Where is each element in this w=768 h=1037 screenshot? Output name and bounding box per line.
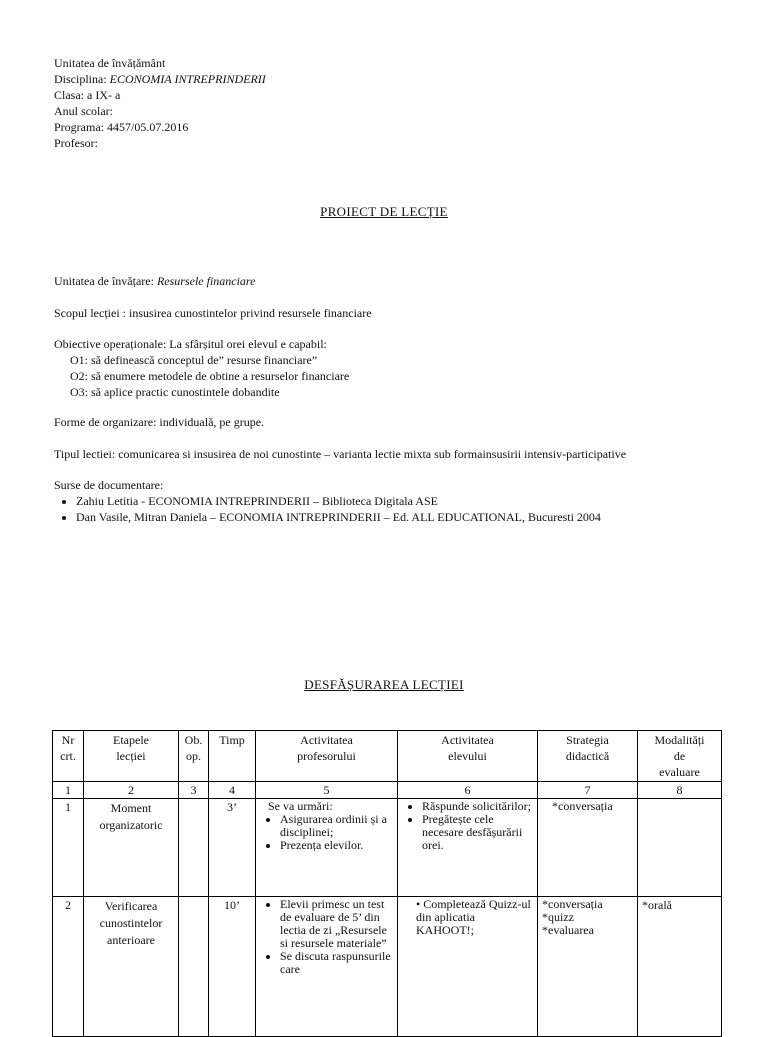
row-evaluare: *orală	[638, 897, 722, 1037]
col-number: 3	[179, 782, 209, 799]
objective-o3: O3: să aplice practic cunostintele dobandite	[70, 385, 280, 399]
clasa-line: Clasa: a IX- a	[54, 88, 121, 102]
row-activitate-profesor: Se va urmări: • Asigurarea ordinii și a disciplinei; • Prezența elevilor.	[256, 799, 398, 897]
row-nr: 1	[53, 799, 84, 897]
header-activitatea-profesorului: Activitatea profesorului	[256, 731, 398, 782]
header-nr: Nr crt.	[53, 731, 84, 782]
col-number: 8	[638, 782, 722, 799]
col-number: 6	[398, 782, 538, 799]
section-title: DESFĂȘURAREA LECȚIEI	[304, 677, 464, 692]
objective-o1: O1: să definească conceptul de” resurse financiare”	[70, 353, 318, 367]
source-item: • Zahiu Letitia - ECONOMIA INTREPRINDERII – Biblioteca Digitala ASE	[76, 493, 601, 509]
prof-item: • Se discuta raspunsurile care	[280, 950, 393, 976]
row-activitate-elev	[398, 897, 538, 1037]
prof-item: • Asigurarea ordinii și a disciplinei;	[280, 813, 393, 839]
row-strategia: *conversația	[538, 799, 638, 897]
header-evaluare: Modalități de evaluare	[638, 731, 722, 782]
obiective-block	[54, 336, 349, 400]
header-block	[54, 55, 266, 151]
row-evaluare	[638, 799, 722, 897]
row-activitate-profesor	[256, 897, 398, 1037]
col-number: 5	[256, 782, 398, 799]
lesson-table	[52, 730, 722, 1037]
scopul-lectiei: Scopul lecției : insusirea cunostintelor privind resursele financiare	[54, 306, 372, 320]
header-etapele: Etapele lecției	[84, 731, 179, 782]
col-number: 7	[538, 782, 638, 799]
table-header-row	[53, 731, 722, 782]
forme-organizare: Forme de organizare: individuală, pe grupe.	[54, 415, 265, 429]
row-strategia: *conversația *quizz *evaluarea	[538, 897, 638, 1037]
objective-o2: O2: să enumere metodele de obtine a resurselor financiare	[70, 369, 350, 383]
elev-item: • Răspunde solicitărilor;	[422, 800, 533, 813]
obiective-intro: Obiective operaționale: La sfârșitul orei elevul e capabil:	[54, 337, 327, 351]
disciplina-line: Disciplina: ECONOMIA INTREPRINDERII	[54, 72, 266, 86]
tipul-lectiei: Tipul lectiei: comunicarea si insusirea de noi cunostinte – varianta lectie mixta sub formainsusirii intensiv-participative	[54, 447, 627, 461]
row-ob	[179, 799, 209, 897]
surse-block	[54, 477, 601, 525]
profesor-line: Profesor:	[54, 136, 98, 150]
table-number-row	[53, 782, 722, 799]
programa-line: Programa: 4457/05.07.2016	[54, 120, 189, 134]
row-timp: 3’	[209, 799, 256, 897]
prof-item: • Prezența elevilor.	[280, 839, 393, 852]
header-timp: Timp	[209, 731, 256, 782]
col-number: 1	[53, 782, 84, 799]
table-row	[53, 799, 722, 897]
surse-label: Surse de documentare:	[54, 478, 164, 492]
unitate-invatamant: Unitatea de învățământ	[54, 56, 166, 70]
row-timp: 10’	[209, 897, 256, 1037]
row-etapa: Moment organizatoric	[84, 799, 179, 897]
col-number: 4	[209, 782, 256, 799]
col-number: 2	[84, 782, 179, 799]
header-activitatea-elevului: Activitatea elevului	[398, 731, 538, 782]
unitate-invatare: Unitatea de învățare: Resursele financiare	[54, 274, 256, 288]
row-ob	[179, 897, 209, 1037]
table-row	[53, 897, 722, 1037]
prof-item: • Elevii primesc un test de evaluare de 5’ din lectia de zi „Resursele si resursele materiale”	[280, 898, 393, 950]
row-nr: 2	[53, 897, 84, 1037]
row-etapa: Verificarea cunostintelor anterioare	[84, 897, 179, 1037]
header-ob: Ob. op.	[179, 731, 209, 782]
header-strategia: Strategia didactică	[538, 731, 638, 782]
elev-item: • Pregătește cele necesare desfășurării orei.	[422, 813, 533, 852]
elev-item: • Completează Quizz-ul din aplicatia KAHOOT!;	[416, 897, 531, 937]
anul-scolar-line: Anul scolar:	[54, 104, 113, 118]
page-title: PROIECT DE LECȚIE	[320, 204, 448, 219]
source-item: • Dan Vasile, Mitran Daniela – ECONOMIA INTREPRINDERII – Ed. ALL EDUCATIONAL, Bucuresti 2004	[76, 509, 601, 525]
row-activitate-elev	[398, 799, 538, 897]
